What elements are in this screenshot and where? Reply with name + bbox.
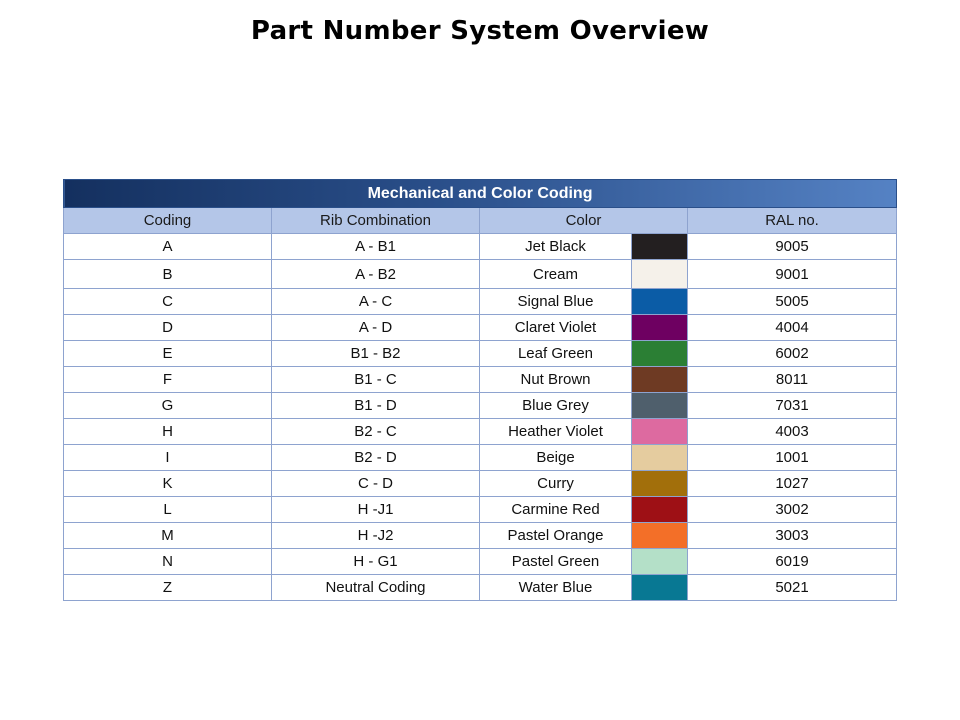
cell-ral-number: 9005 bbox=[688, 234, 897, 260]
table-row bbox=[64, 393, 897, 419]
cell-ral-number: 1027 bbox=[688, 471, 897, 497]
cell-rib-combination: B1 - D bbox=[272, 393, 480, 419]
cell-rib-combination: B1 - C bbox=[272, 367, 480, 393]
cell-coding: B bbox=[64, 260, 272, 289]
cell-ral-number: 8011 bbox=[688, 367, 897, 393]
cell-rib-combination: Neutral Coding bbox=[272, 575, 480, 601]
color-swatch bbox=[632, 549, 688, 575]
cell-coding: C bbox=[64, 289, 272, 315]
cell-coding: F bbox=[64, 367, 272, 393]
cell-ral-number: 4003 bbox=[688, 419, 897, 445]
color-swatch bbox=[632, 367, 688, 393]
cell-rib-combination: H - G1 bbox=[272, 549, 480, 575]
table-row bbox=[64, 341, 897, 367]
cell-ral-number: 7031 bbox=[688, 393, 897, 419]
table-row bbox=[64, 445, 897, 471]
cell-color-name: Curry bbox=[480, 471, 632, 497]
cell-color-name: Pastel Green bbox=[480, 549, 632, 575]
cell-rib-combination: B1 - B2 bbox=[272, 341, 480, 367]
cell-rib-combination: A - C bbox=[272, 289, 480, 315]
table-row bbox=[64, 234, 897, 260]
cell-color-name: Nut Brown bbox=[480, 367, 632, 393]
cell-color-name: Signal Blue bbox=[480, 289, 632, 315]
table-header-row bbox=[64, 208, 897, 234]
color-swatch bbox=[632, 445, 688, 471]
cell-coding: L bbox=[64, 497, 272, 523]
cell-ral-number: 9001 bbox=[688, 260, 897, 289]
cell-ral-number: 5021 bbox=[688, 575, 897, 601]
cell-rib-combination: A - B2 bbox=[272, 260, 480, 289]
table-row bbox=[64, 549, 897, 575]
column-header-rib-combination: Rib Combination bbox=[272, 208, 480, 234]
color-swatch bbox=[632, 419, 688, 445]
color-swatch bbox=[632, 315, 688, 341]
column-header-color: Color bbox=[480, 208, 688, 234]
cell-color-name: Heather Violet bbox=[480, 419, 632, 445]
cell-coding: Z bbox=[64, 575, 272, 601]
cell-coding: D bbox=[64, 315, 272, 341]
table-row bbox=[64, 315, 897, 341]
color-swatch bbox=[632, 393, 688, 419]
cell-color-name: Cream bbox=[480, 260, 632, 289]
table-row bbox=[64, 289, 897, 315]
cell-coding: H bbox=[64, 419, 272, 445]
cell-ral-number: 3003 bbox=[688, 523, 897, 549]
color-swatch bbox=[632, 575, 688, 601]
cell-coding: M bbox=[64, 523, 272, 549]
cell-ral-number: 6002 bbox=[688, 341, 897, 367]
color-swatch bbox=[632, 234, 688, 260]
cell-coding: K bbox=[64, 471, 272, 497]
color-swatch bbox=[632, 471, 688, 497]
table-row bbox=[64, 497, 897, 523]
cell-coding: I bbox=[64, 445, 272, 471]
cell-coding: N bbox=[64, 549, 272, 575]
table-row bbox=[64, 419, 897, 445]
cell-rib-combination: H -J2 bbox=[272, 523, 480, 549]
table-title: Mechanical and Color Coding bbox=[64, 180, 897, 208]
cell-color-name: Claret Violet bbox=[480, 315, 632, 341]
cell-coding: G bbox=[64, 393, 272, 419]
color-swatch bbox=[632, 523, 688, 549]
cell-rib-combination: B2 - D bbox=[272, 445, 480, 471]
table-title-row bbox=[64, 180, 897, 208]
cell-color-name: Carmine Red bbox=[480, 497, 632, 523]
table-row bbox=[64, 523, 897, 549]
cell-rib-combination: A - D bbox=[272, 315, 480, 341]
cell-rib-combination: C - D bbox=[272, 471, 480, 497]
cell-color-name: Water Blue bbox=[480, 575, 632, 601]
table-row bbox=[64, 471, 897, 497]
cell-rib-combination: H -J1 bbox=[272, 497, 480, 523]
column-header-coding: Coding bbox=[64, 208, 272, 234]
cell-coding: A bbox=[64, 234, 272, 260]
cell-color-name: Leaf Green bbox=[480, 341, 632, 367]
cell-ral-number: 4004 bbox=[688, 315, 897, 341]
table-body bbox=[64, 234, 897, 601]
color-swatch bbox=[632, 289, 688, 315]
cell-color-name: Jet Black bbox=[480, 234, 632, 260]
cell-rib-combination: B2 - C bbox=[272, 419, 480, 445]
cell-ral-number: 5005 bbox=[688, 289, 897, 315]
column-header-ral: RAL no. bbox=[688, 208, 897, 234]
cell-color-name: Pastel Orange bbox=[480, 523, 632, 549]
table-row bbox=[64, 260, 897, 289]
color-swatch bbox=[632, 260, 688, 289]
cell-ral-number: 1001 bbox=[688, 445, 897, 471]
color-swatch bbox=[632, 497, 688, 523]
mechanical-color-coding-table bbox=[63, 179, 897, 601]
table-row bbox=[64, 575, 897, 601]
cell-ral-number: 3002 bbox=[688, 497, 897, 523]
table-row bbox=[64, 367, 897, 393]
cell-color-name: Blue Grey bbox=[480, 393, 632, 419]
page-title: Part Number System Overview bbox=[250, 16, 710, 46]
cell-ral-number: 6019 bbox=[688, 549, 897, 575]
cell-rib-combination: A - B1 bbox=[272, 234, 480, 260]
color-swatch bbox=[632, 341, 688, 367]
cell-color-name: Beige bbox=[480, 445, 632, 471]
cell-coding: E bbox=[64, 341, 272, 367]
